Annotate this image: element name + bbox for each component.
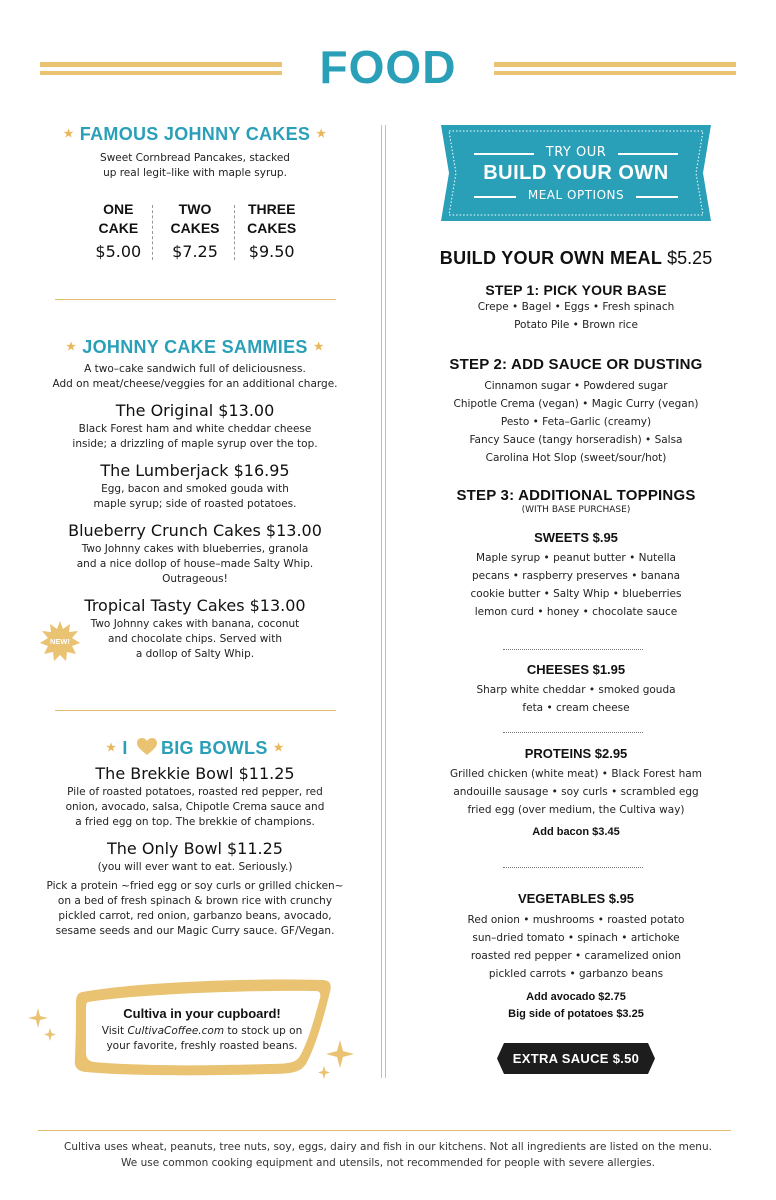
menu-item-name: The Lumberjack $16.95 [100, 461, 290, 480]
menu-item-name: The Original $13.00 [115, 401, 275, 420]
option-label: CAKES [170, 220, 220, 236]
sweets-title: SWEETS $.95 [534, 530, 618, 545]
menu-item-description: Two Johnny cakes with blueberries, granola and a nice dollop of house–made Salty Whip. Outrageous! [76, 543, 314, 585]
menu-item-subtitle: (you will ever want to eat. Seriously.) [97, 861, 293, 873]
section-description: Sweet Cornbread Pancakes, stacked up real legit–like with maple syrup. [100, 152, 290, 179]
step-1-title: STEP 1: PICK YOUR BASE [485, 282, 667, 298]
banner-rule [474, 196, 516, 198]
banner-rule [474, 153, 534, 155]
menu-item-name: Blueberry Crunch Cakes $13.00 [68, 521, 322, 540]
step-2-title: STEP 2: ADD SAUCE OR DUSTING [449, 356, 703, 373]
step-3-title: STEP 3: ADDITIONAL TOPPINGS [456, 487, 696, 504]
menu-item-name: The Brekkie Bowl $11.25 [95, 764, 295, 783]
johnny-cakes-section [40, 124, 350, 181]
column-divider [381, 125, 386, 1078]
star-icon: ★ [316, 128, 327, 140]
star-icon: ★ [273, 742, 284, 754]
option-label: CAKES [247, 220, 297, 236]
cupboard-line-2: your favorite, freshly roasted beans. [106, 1040, 298, 1052]
banner-line-3: MEAL OPTIONS [527, 188, 625, 202]
section-description: A two–cake sandwich full of deliciousness. Add on meat/cheese/veggies for an additional charge. [52, 363, 338, 390]
section-title-bowls: ★ I BIG BOWLS ★ [106, 738, 284, 758]
price-option [233, 200, 310, 261]
new-badge [40, 621, 80, 661]
section-title-johnny-cakes: ★ FAMOUS JOHNNY CAKES ★ [63, 124, 327, 144]
option-label: TWO [178, 201, 212, 217]
menu-item-description: Pile of roasted potatoes, roasted red pepper, red onion, avocado, salsa, Chipotle Crema sauce and a fried egg on top. The brekkie of champions. [65, 786, 325, 828]
build-meal-section [426, 248, 726, 621]
menu-item-description: Egg, bacon and smoked gouda with maple syrup; side of roasted potatoes. [93, 483, 297, 510]
banner-rule [618, 153, 678, 155]
cupboard-text [86, 1006, 318, 1054]
dotted-divider [503, 732, 643, 733]
price-divider [234, 205, 235, 260]
vegetables-title: VEGETABLES $.95 [517, 891, 635, 906]
build-meal-title: BUILD YOUR OWN MEAL $5.25 [439, 248, 713, 268]
proteins-options: Grilled chicken (white meat) • Black Forest ham andouille sausage • soy curls • scrambled egg fried egg (over medium, the Cultiva way) [450, 768, 702, 816]
website-link[interactable]: CultivaCoffee.com [127, 1025, 225, 1037]
section-rule [55, 710, 336, 711]
dotted-divider [503, 649, 643, 650]
cupboard-title: Cultiva in your cupboard! [123, 1006, 281, 1021]
menu-item-description: Black Forest ham and white cheddar cheese inside; a drizzling of maple syrup over the top. [72, 423, 318, 450]
option-price: $5.00 [95, 242, 142, 261]
step-1-options: Crepe • Bagel • Eggs • Fresh spinach Potato Pile • Brown rice [477, 301, 675, 331]
option-label: ONE [103, 201, 134, 217]
cheeses-title: CHEESES $1.95 [526, 662, 626, 677]
option-price: $9.50 [248, 242, 295, 261]
proteins-section [426, 746, 726, 841]
banner-line-2: BUILD YOUR OWN [483, 162, 669, 184]
proteins-addon: Add bacon $3.45 [532, 826, 620, 838]
cheeses-section [426, 662, 726, 717]
cheeses-options: Sharp white cheddar • smoked gouda feta • cream cheese [476, 684, 676, 714]
sammies-section [40, 337, 350, 662]
vegetables-addon: Big side of potatoes $3.25 [508, 1008, 644, 1020]
extra-sauce-label: EXTRA SAUCE $.50 [512, 1051, 640, 1066]
menu-item-name: Tropical Tasty Cakes $13.00 [84, 596, 306, 615]
price-option [157, 200, 234, 261]
banner-text [441, 125, 711, 221]
proteins-title: PROTEINS $2.95 [524, 746, 628, 761]
section-title-sammies: ★ JOHNNY CAKE SAMMIES ★ [66, 337, 324, 357]
sparkle-icon [28, 1008, 58, 1048]
option-price: $7.25 [172, 242, 218, 261]
price-option [80, 200, 157, 261]
menu-item-description: Two Johnny cakes with banana, coconut and chocolate chips. Served with a dollop of Salty Whip. [90, 618, 300, 660]
star-icon: ★ [66, 341, 77, 353]
footer-rule [38, 1130, 731, 1131]
sweets-options: Maple syrup • peanut butter • Nutella pecans • raspberry preserves • banana cookie butter • Salty Whip • blueberries lemon curd • honey • chocolate sauce [470, 552, 682, 618]
dotted-divider [503, 867, 643, 868]
section-rule [55, 299, 336, 300]
allergy-notice: Cultiva uses wheat, peanuts, tree nuts, soy, eggs, dairy and fish in our kitchens. Not all ingredients are listed on the menu. We use common cooking equipment and utensils, not recommended for people with severe allergies. [64, 1141, 712, 1169]
heart-icon [137, 738, 157, 756]
vegetables-addon: Add avocado $2.75 [526, 991, 626, 1003]
banner-rule [636, 196, 678, 198]
bowls-section [40, 738, 350, 939]
vegetables-options: Red onion • mushrooms • roasted potato sun–dried tomato • spinach • artichoke roasted red pepper • caramelized onion pickled carrots • garbanzo beans [467, 914, 685, 980]
new-badge-label: NEW! [50, 637, 70, 646]
step-2-options: Cinnamon sugar • Powdered sugar Chipotle Crema (vegan) • Magic Curry (vegan) Pesto • Feta–Garlic (creamy) Fancy Sauce (tangy horseradish) • Salsa Carolina Hot Slop (sweet/sour/hot) [453, 380, 699, 464]
cupboard-line-1: Visit CultivaCoffee.com to stock up on [101, 1025, 303, 1037]
option-label: THREE [247, 201, 296, 217]
star-icon: ★ [313, 341, 324, 353]
step-3-note: (WITH BASE PURCHASE) [521, 505, 631, 515]
page-title: FOOD [319, 41, 457, 93]
star-icon: ★ [63, 128, 74, 140]
vegetables-section [426, 891, 726, 1023]
star-icon: ★ [106, 742, 117, 754]
option-label: CAKE [98, 220, 139, 236]
menu-item-name: The Only Bowl $11.25 [107, 839, 283, 858]
cake-price-options [80, 200, 310, 261]
banner-line-1: TRY OUR [545, 145, 607, 160]
menu-item-description: Pick a protein ~fried egg or soy curls or grilled chicken~ on a bed of fresh spinach & brown rice with crunchy pickled carrot, red onion, garbanzo beans, avocado, sesame seeds and our Magic Curry sauce. GF/Vegan. [46, 880, 344, 937]
sparkle-icon [318, 1040, 354, 1082]
price-divider [152, 205, 153, 260]
